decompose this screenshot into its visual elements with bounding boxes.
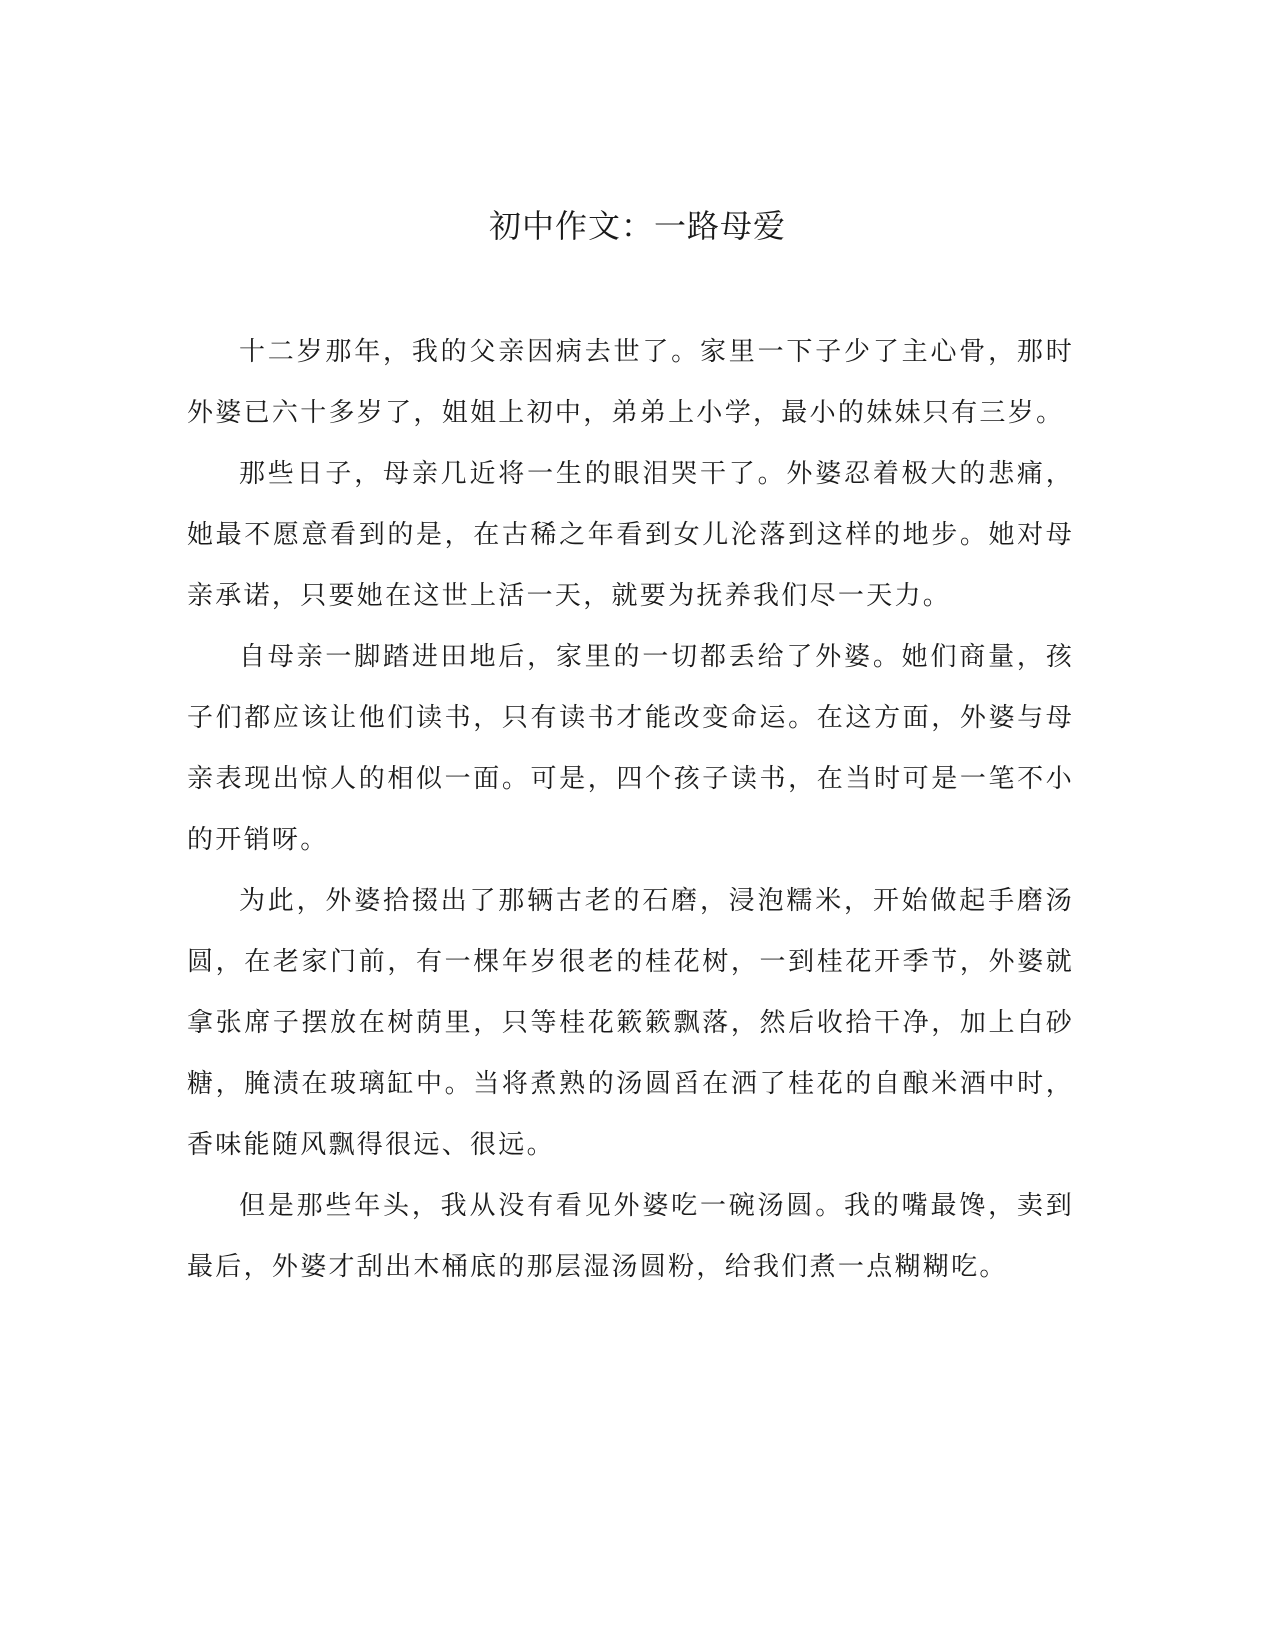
paragraph: 那些日子，母亲几近将一生的眼泪哭干了。外婆忍着极大的悲痛，她最不愿意看到的是，在古稀之年看到女儿沦落到这样的地步。她对母亲承诺，只要她在这世上活一天，就要为抚养我们尽一天力。 [187,459,1074,611]
paragraph: 为此，外婆拾掇出了那辆古老的石磨，浸泡糯米，开始做起手磨汤圆，在老家门前，有一棵年岁很老的桂花树，一到桂花开季节，外婆就拿张席子摆放在树荫里，只等桂花簌簌飘落，然后收拾干净，加上白砂糖，腌渍在玻璃缸中。当将煮熟的汤圆舀在洒了桂花的自酿米酒中时，香味能随风飘得很远、很远。 [187,886,1074,1160]
paragraph: 自母亲一脚踏进田地后，家里的一切都丢给了外婆。她们商量，孩子们都应该让他们读书，只有读书才能改变命运。在这方面，外婆与母亲表现出惊人的相似一面。可是，四个孩子读书，在当时可是一笔不小的开销呀。 [187,642,1074,855]
document-title: 初中作文：一路母爱 [488,207,786,245]
document-body [187,322,1074,1298]
paragraph: 但是那些年头，我从没有看见外婆吃一碗汤圆。我的嘴最馋，卖到最后，外婆才刮出木桶底的那层湿汤圆粉，给我们煮一点糊糊吃。 [187,1191,1074,1282]
paragraph: 十二岁那年，我的父亲因病去世了。家里一下子少了主心骨，那时外婆已六十多岁了，姐姐上初中，弟弟上小学，最小的妹妹只有三岁。 [187,337,1074,428]
